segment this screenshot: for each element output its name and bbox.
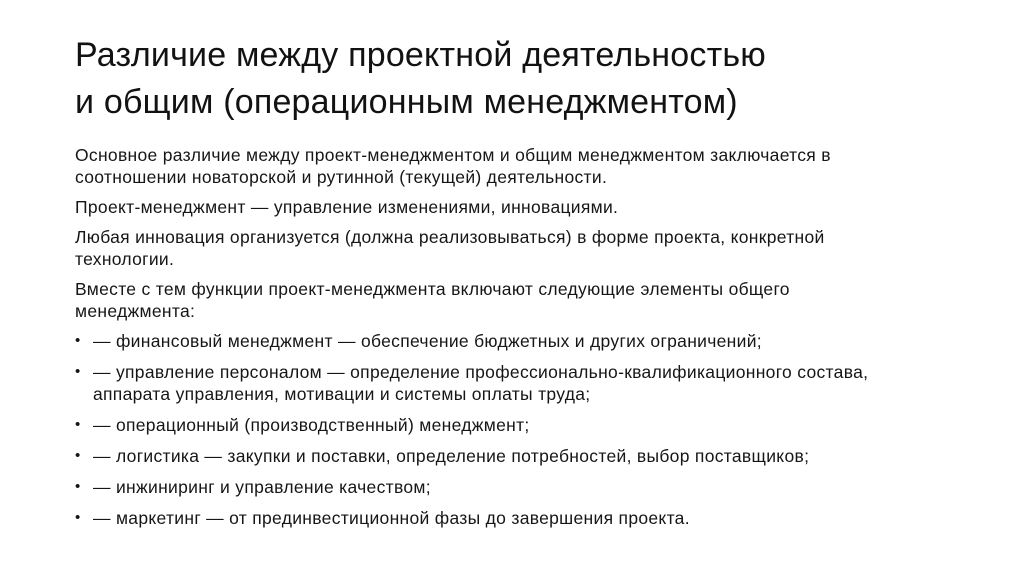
paragraph-intro: Основное различие между проект-менеджментом и общим менеджментом заключается в соотношении новаторской и рутинной (текущей) деятельности. — [75, 145, 831, 187]
list-item — [75, 361, 875, 405]
bullet-text-finance: — финансовый менеджмент — обеспечение бюджетных и других ограничений; — [93, 331, 762, 351]
bullet-icon: • — [75, 478, 81, 495]
list-item — [75, 507, 875, 529]
slide-title-line-2: и общим (операционным менеджментом) — [75, 83, 738, 121]
slide-title — [75, 32, 964, 126]
bullet-text-logistics: — логистика — закупки и поставки, определение потребностей, выбор поставщиков; — [93, 446, 810, 466]
bullet-text-operations: — операционный (производственный) менеджмент; — [93, 415, 530, 435]
bullet-text-hr: — управление персоналом — определение профессионально-квалификационного состава, аппарата управления, мотивации и системы оплаты труда; — [93, 362, 869, 404]
bullet-text-marketing: — маркетинг — от прединвестиционной фазы до завершения проекта. — [93, 508, 690, 528]
bullet-icon: • — [75, 332, 81, 349]
bullet-list — [75, 330, 875, 529]
bullet-icon: • — [75, 363, 81, 380]
bullet-icon: • — [75, 447, 81, 464]
slide-body — [75, 144, 875, 529]
bullet-icon: • — [75, 416, 81, 433]
bullet-text-engineering: — инжиниринг и управление качеством; — [93, 477, 431, 497]
bullet-icon: • — [75, 509, 81, 526]
list-item — [75, 476, 875, 498]
paragraph-project-management: Проект-менеджмент — управление изменениями, инновациями. — [75, 197, 619, 217]
list-item — [75, 414, 875, 436]
paragraph-innovation: Любая инновация организуется (должна реализовываться) в форме проекта, конкретной технологии. — [75, 227, 825, 269]
slide-title-line-1: Различие между проектной деятельностью — [75, 36, 766, 74]
paragraph-functions-lead-in: Вместе с тем функции проект-менеджмента включают следующие элементы общего менеджмента: — [75, 279, 790, 321]
list-item — [75, 445, 875, 467]
list-item — [75, 330, 875, 352]
